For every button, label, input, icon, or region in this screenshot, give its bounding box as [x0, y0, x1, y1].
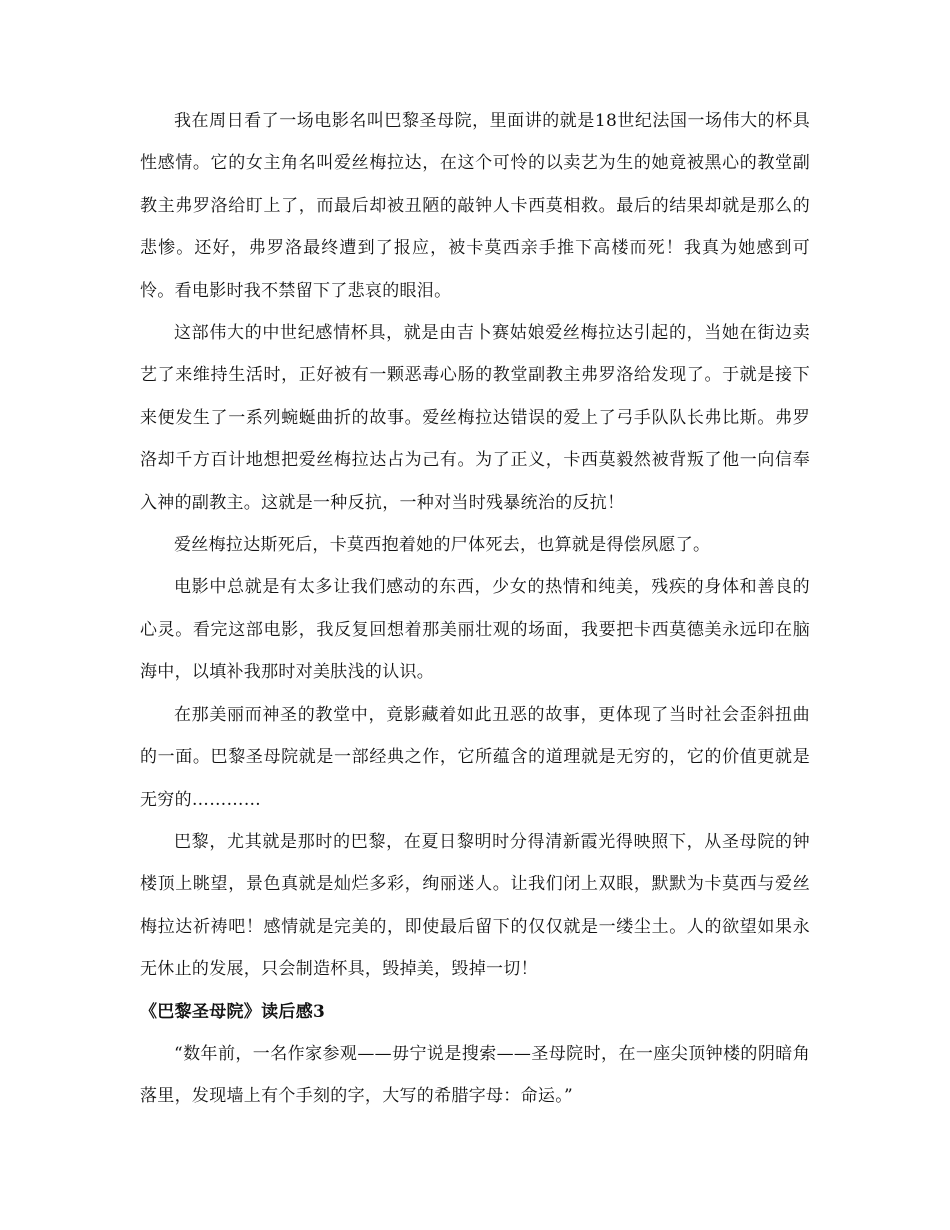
- paragraph-5: 在那美丽而神圣的教堂中，竟影藏着如此丑恶的故事，更体现了当时社会歪斜扭曲的一面。巴黎圣母院就是一部经典之作，它所蕴含的道理就是无穷的，它的价值更就是无穷的…………: [140, 704, 810, 810]
- paragraph-1: 我在周日看了一场电影名叫巴黎圣母院，里面讲的就是18世纪法国一场伟大的杯具性感情。它的女主角名叫爱丝梅拉达，在这个可怜的以卖艺为生的她竟被黑心的教堂副教主弗罗洛给盯上了，而最后却被丑陋的敲钟人卡西莫相救。最后的结果却就是那么的悲惨。还好，弗罗洛最终遭到了报应，被卡莫西亲手推下高楼而死！我真为她感到可怜。看电影时我不禁留下了悲哀的眼泪。: [140, 111, 810, 301]
- paragraph-2: 这部伟大的中世纪感情杯具，就是由吉卜赛姑娘爱丝梅拉达引起的，当她在街边卖艺了来维持生活时，正好被有一颗恶毒心肠的教堂副教主弗罗洛给发现了。于就是接下来便发生了一系列蜿蜒曲折的故事。爱丝梅拉达错误的爱上了弓手队队长弗比斯。弗罗洛却千方百计地想把爱丝梅拉达占为己有。为了正义，卡西莫毅然被背叛了他一向信奉入神的副教主。这就是一种反抗，一种对当时残暴统治的反抗！: [140, 323, 810, 513]
- paragraph-6: 巴黎，尤其就是那时的巴黎，在夏日黎明时分得清新霞光得映照下，从圣母院的钟楼顶上眺望，景色真就是灿烂多彩，绚丽迷人。让我们闭上双眼，默默为卡莫西与爱丝梅拉达祈祷吧！感情就是完美的，即使最后留下的仅仅就是一缕尘土。人的欲望如果永无休止的发展，只会制造杯具，毁掉美，毁掉一切！: [140, 831, 810, 980]
- paragraph-7: “数年前，一名作家参观——毋宁说是搜索——圣母院时，在一座尖顶钟楼的阴暗角落里，发现墙上有个手刻的字，大写的希腊字母：命运。”: [140, 1043, 810, 1107]
- paragraph-3: 爱丝梅拉达斯死后，卡莫西抱着她的尸体死去，也算就是得偿夙愿了。: [174, 535, 711, 556]
- paragraph-4: 电影中总就是有太多让我们感动的东西，少女的热情和纯美，残疾的身体和善良的心灵。看完这部电影，我反复回想着那美丽壮观的场面，我要把卡西莫德美永远印在脑海中，以填补我那时对美肤浅的认识。: [140, 577, 810, 683]
- section-heading: 《巴黎圣母院》读后感3: [140, 1001, 326, 1022]
- document-page: [140, 100, 810, 1118]
